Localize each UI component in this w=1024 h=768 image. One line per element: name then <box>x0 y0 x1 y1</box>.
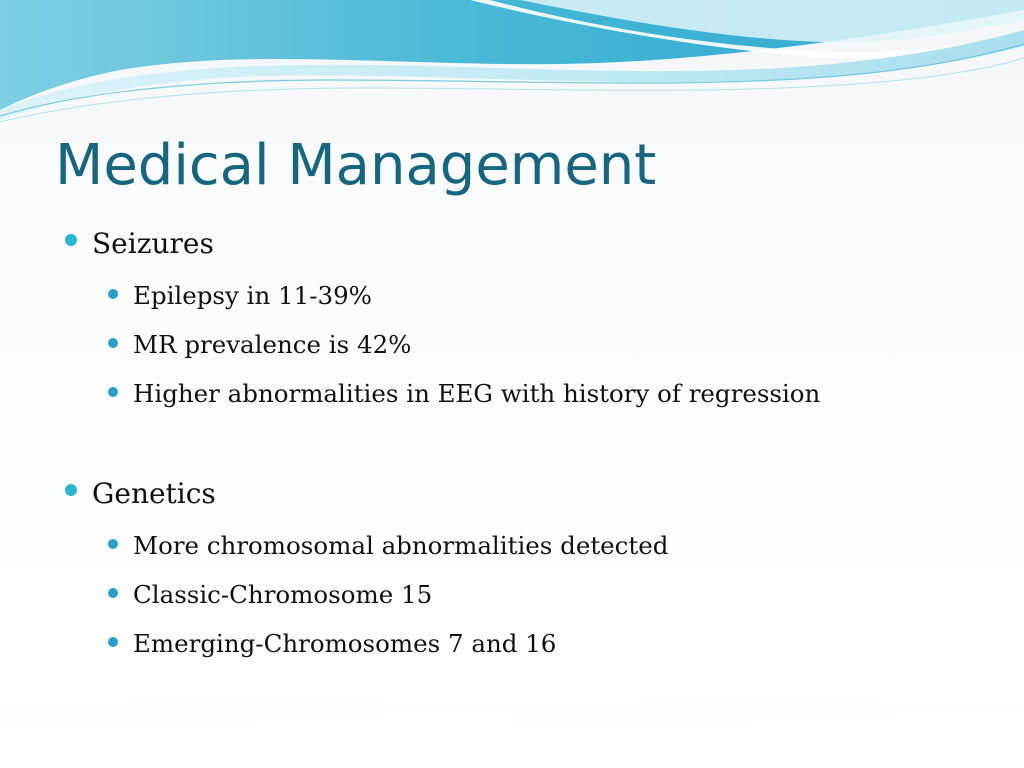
list-item-text: Epilepsy in 11-39% <box>133 281 372 310</box>
bullet-dot-icon <box>108 539 118 549</box>
decorative-wave-header <box>0 0 1024 130</box>
bullet-dot-icon <box>108 338 118 348</box>
list-item-text: More chromosomal abnormalities detected <box>133 531 669 560</box>
slide-title: Medical Management <box>55 133 657 198</box>
list-item <box>108 280 372 312</box>
bullet-dot-icon <box>108 387 118 397</box>
list-item <box>108 530 668 562</box>
list-item <box>108 628 556 660</box>
bullet-dot-icon <box>108 637 118 647</box>
list-item-text: Higher abnormalities in EEG with history of regression <box>133 379 821 408</box>
section-heading: Seizures <box>92 227 214 260</box>
list-item-text: MR prevalence is 42% <box>133 330 412 359</box>
bullet-dot-icon <box>65 234 77 246</box>
bullet-dot-icon <box>108 289 118 299</box>
list-item-text: Classic-Chromosome 15 <box>133 580 433 609</box>
bullet-section-seizures <box>65 226 214 262</box>
section-heading: Genetics <box>92 477 216 510</box>
bullet-dot-icon <box>108 588 118 598</box>
bullet-dot-icon <box>65 484 77 496</box>
list-item-text: Emerging-Chromosomes 7 and 16 <box>133 629 557 658</box>
list-item <box>108 579 432 611</box>
list-item <box>108 329 411 361</box>
list-item <box>108 378 820 410</box>
bullet-section-genetics <box>65 476 216 512</box>
